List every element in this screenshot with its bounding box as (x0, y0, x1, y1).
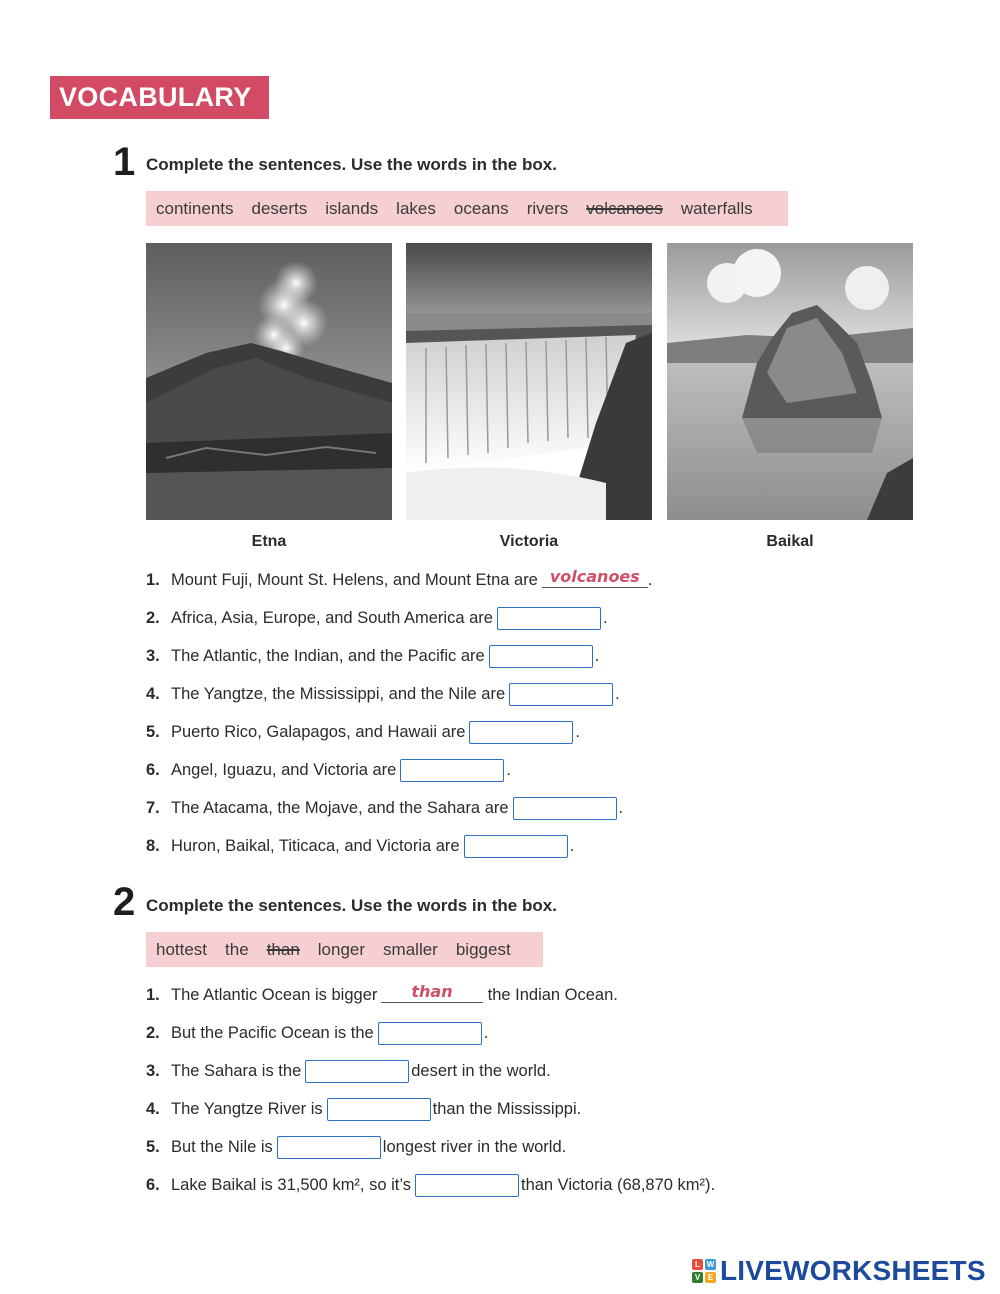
word: oceans (453, 198, 509, 218)
sentence-1-3: 3. The Atlantic, the Indian, and the Pacific are . (146, 644, 599, 668)
word: hottest (156, 939, 208, 959)
photo-lake-baikal (667, 243, 913, 520)
answer-input[interactable] (509, 683, 613, 706)
word-box-2 (146, 932, 543, 967)
example-answer: volcanoes (542, 567, 648, 588)
word-struck: volcanoes (586, 198, 663, 218)
answer-input[interactable] (415, 1174, 519, 1197)
sentence-1-4: 4. The Yangtze, the Mississippi, and the Nile are . (146, 682, 620, 706)
sentence-2-3: 3. The Sahara is the desert in the world. (146, 1059, 551, 1083)
sentence-2-5: 5. But the Nile is longest river in the world. (146, 1135, 566, 1159)
word: lakes (396, 198, 436, 218)
section-2-number: 2 (113, 880, 136, 924)
sentence-2-6: 6. Lake Baikal is 31,500 km², so it’s than Victoria (68,870 km²). (146, 1173, 715, 1197)
word: the (225, 939, 249, 959)
answer-input[interactable] (327, 1098, 431, 1121)
sentence-1-2: 2. Africa, Asia, Europe, and South America are . (146, 606, 608, 630)
sentence-2-1: 1. The Atlantic Ocean is bigger than the Indian Ocean. (146, 981, 618, 1004)
photo-caption-etna: Etna (251, 533, 287, 550)
word: islands (325, 198, 379, 218)
sentence-1-7: 7. The Atacama, the Mojave, and the Sahara are . (146, 796, 623, 820)
sentence-2-4: 4. The Yangtze River is than the Mississippi. (146, 1097, 581, 1121)
word: rivers (526, 198, 569, 218)
photo-caption-baikal: Baikal (766, 533, 814, 550)
section-1-number: 1 (113, 140, 136, 184)
answer-input[interactable] (400, 759, 504, 782)
photo-caption-victoria: Victoria (499, 533, 559, 550)
word: biggest (455, 939, 511, 959)
answer-input[interactable] (469, 721, 573, 744)
answer-input[interactable] (378, 1022, 482, 1045)
answer-input[interactable] (305, 1060, 409, 1083)
photo-victoria-falls (406, 243, 652, 520)
word: waterfalls (680, 198, 753, 218)
sentence-1-1: 1. Mount Fuji, Mount St. Helens, and Mount Etna are volcanoes . (146, 566, 653, 589)
example-answer: than (381, 982, 482, 1003)
answer-input[interactable] (277, 1136, 381, 1159)
sentence-1-8: 8. Huron, Baikal, Titicaca, and Victoria are . (146, 834, 574, 858)
liveworksheets-logo-icon: L W V E (692, 1259, 716, 1283)
section-2-instruction: Complete the sentences. Use the words in the box. (146, 896, 557, 915)
photo-etna-volcano (146, 243, 392, 520)
answer-input[interactable] (489, 645, 593, 668)
word-box-1 (146, 191, 788, 226)
word: continents (156, 198, 234, 218)
section-1-instruction: Complete the sentences. Use the words in the box. (146, 155, 557, 174)
sentence-1-5: 5. Puerto Rico, Galapagos, and Hawaii are . (146, 720, 580, 744)
sentence-2-2: 2. But the Pacific Ocean is the . (146, 1021, 488, 1045)
word: deserts (251, 198, 308, 218)
word: smaller (383, 939, 438, 959)
answer-input[interactable] (497, 607, 601, 630)
word: longer (317, 939, 366, 959)
liveworksheets-logo (692, 1255, 986, 1287)
answer-input[interactable] (513, 797, 617, 820)
sentence-1-6: 6. Angel, Iguazu, and Victoria are . (146, 758, 511, 782)
logo-text: LIVEWORKSHEETS (720, 1255, 986, 1286)
vocabulary-banner: VOCABULARY (50, 76, 269, 119)
word-struck: than (266, 939, 300, 959)
answer-input[interactable] (464, 835, 568, 858)
